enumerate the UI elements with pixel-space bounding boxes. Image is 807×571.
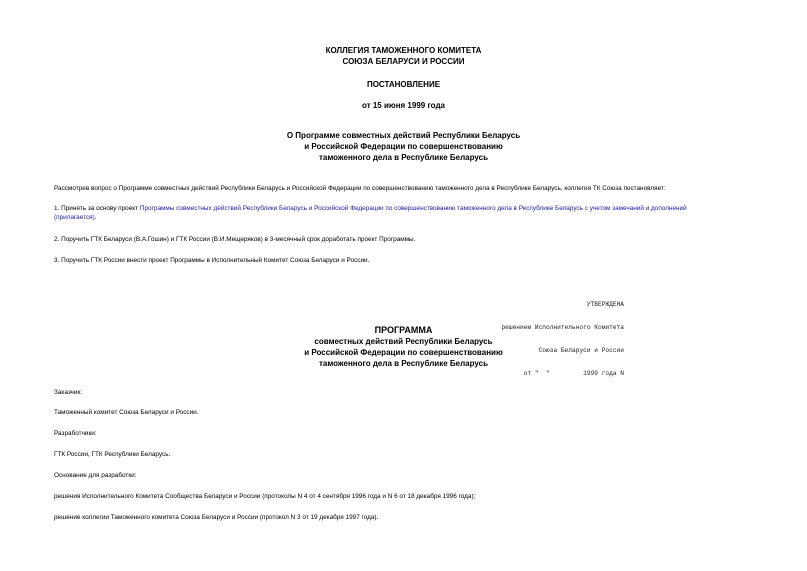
item-3-paragraph: 3. Поручить ГТК России внести проект Программы в Исполнительный Комитет Союза Беларуси и России. — [54, 257, 370, 264]
basis-item-2: решение коллегии Таможенного комитета Союза Беларуси и России (протокол N 3 от 19 декабря 1997 года). — [54, 514, 379, 521]
basis-item-1: решения Исполнительного Комитета Сообщества Беларуси и России (протоколы N 4 от 4 сентября 1996 года и N 6 от 18 декабря 1996 года); — [54, 493, 476, 500]
program-line-3: таможенного дела в Республике Беларусь — [318, 359, 489, 368]
document-date: от 15 июня 1999 года — [362, 101, 445, 110]
item-1-paragraph — [54, 204, 774, 213]
basis-label: Основание для разработки: — [54, 472, 137, 479]
customer-label: Заказчик: — [54, 389, 83, 396]
subject-line-1: О Программе совместных действий Республики Беларусь — [286, 131, 521, 140]
item-1-prefix: 1. Принять за основу проект — [54, 205, 140, 212]
document-subject — [0, 130, 807, 163]
subject-line-2: и Российской Федерации по совершенствованию — [304, 142, 503, 151]
approval-line-3: Союза Беларуси и России — [538, 346, 624, 354]
program-line-1: совместных действий Республики Беларусь — [314, 337, 493, 346]
program-title-block — [0, 325, 807, 369]
doc-type-title: ПОСТАНОВЛЕНИЕ — [366, 80, 441, 89]
document-date-block — [0, 100, 807, 111]
program-link-cont[interactable]: (прилагается). — [54, 214, 97, 221]
intro-paragraph: Рассмотрев вопрос о Программе совместных действий Республики Беларусь и Российской Федерации по совершенствованию таможенного дела в Республике Беларусь, коллегия ТК Союза постановляет: — [54, 185, 666, 192]
item-1-paragraph-cont — [54, 213, 774, 222]
approval-line-4: от " " 1999 года N — [523, 369, 624, 377]
program-link[interactable]: Программы совместных действий Республики Беларусь и Российской Федерации по совершенствованию таможенного дела в Республике Беларусь с учетом замечаний и дополнений — [139, 205, 687, 212]
subject-line-3: таможенного дела в Республике Беларусь — [318, 153, 489, 162]
approval-line-1: УТВЕРЖДЕНА — [586, 301, 624, 309]
document-type — [0, 79, 807, 90]
developers-value: ГТК России, ГТК Республики Беларусь. — [54, 451, 171, 458]
approval-line-2: решением Исполнительного Комитета — [501, 323, 624, 331]
org-name-line-1: КОЛЛЕГИЯ ТАМОЖЕННОГО КОМИТЕТА — [325, 46, 482, 55]
item-2-paragraph: 2. Поручить ГТК Беларуси (В.А.Гошин) и ГТК России (В.И.Мещеряков) в 3-месячный срок доработать проект Программы. — [54, 236, 416, 243]
org-name-line-2: СОЮЗА БЕЛАРУСИ И РОССИИ — [342, 57, 465, 66]
customer-value: Таможенный комитет Союза Беларуси и России. — [54, 409, 199, 416]
developers-label: Разработчики: — [54, 430, 97, 437]
document-header — [0, 45, 807, 67]
program-title: ПРОГРАММА — [374, 325, 433, 335]
program-line-2: и Российской Федерации по совершенствованию — [304, 348, 503, 357]
